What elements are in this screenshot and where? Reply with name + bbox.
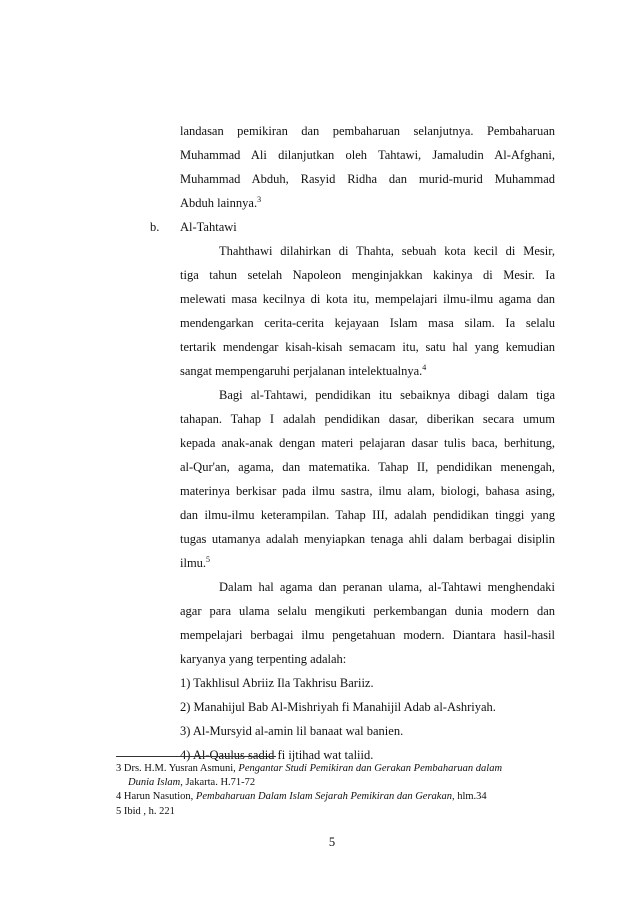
- footnote-5: 5 Ibid , h. 221: [116, 806, 175, 817]
- para2-line-4: mendengarkan cerita-cerita kejayaan Islam masa silam. Ia selalu: [180, 316, 555, 330]
- para2-line-1: Thahthawi dilahirkan di Thahta, sebuah kota kecil di Mesir,: [219, 244, 555, 258]
- footnote-3-title-cont: Dunia Islam: [128, 777, 181, 788]
- footnote-4-title: Pembaharuan Dalam Islam Sejarah Pemikiran dan Gerakan: [195, 791, 452, 802]
- para1-line-4: [180, 195, 555, 211]
- para1-line-3: Muhammad Abduh, Rasyid Ridha dan murid-murid Muhammad: [180, 172, 555, 186]
- para3-line-7: tugas utamanya adalah menyiapkan tenaga ahli dalam berbagai disiplin: [180, 532, 555, 546]
- para4-line-2: agar para ulama selalu mengikuti perkembangan dunia modern dan: [180, 604, 555, 618]
- para2-line-6: [180, 363, 555, 379]
- para2-line-2: tiga tahun setelah Napoleon menginjakkan kakinya di Mesir. Ia: [180, 268, 555, 282]
- footnote-3-cont: [128, 776, 255, 790]
- footnote-3-suffix: , Jakarta. H.71-72: [180, 777, 256, 788]
- footnote-4-suffix: , hlm.34: [451, 791, 487, 802]
- para1-line-2: Muhammad Ali dilanjutkan oleh Tahtawi, Jamaludin Al-Afghani,: [180, 148, 555, 162]
- para3-line-8: [180, 555, 555, 571]
- para4-line-4: karyanya yang terpenting adalah:: [180, 652, 347, 666]
- footnote-3: [116, 762, 502, 776]
- para3-line-3: kepada anak-anak dengan materi pelajaran dasar tulis baca, berhitung,: [180, 436, 555, 450]
- footnote-3-prefix: 3 Drs. H.M. Yusran Asmuni,: [116, 763, 239, 774]
- para3-line-5: materinya berkisar pada ilmu sastra, ilmu alam, biologi, bahasa asing,: [180, 484, 555, 498]
- page-number: 5: [328, 835, 336, 849]
- works-item-1: 1) Takhlisul Abriiz Ila Takhrisu Bariiz.: [180, 676, 374, 690]
- footnote-ref-4: 4: [422, 362, 427, 372]
- footnote-ref-5: 5: [206, 554, 211, 564]
- works-item-4: 4) Al-Qaulus sadid fi ijtihad wat taliid.: [180, 748, 374, 762]
- para4-line-1: Dalam hal agama dan peranan ulama, al-Tahtawi menghendaki: [219, 580, 555, 594]
- section-heading: Al-Tahtawi: [180, 220, 237, 234]
- footnote-4: [116, 790, 487, 804]
- para3-line-4: al-Qur'an, agama, dan matematika. Tahap II, pendidikan menengah,: [180, 460, 555, 474]
- para3-line-1: Bagi al-Tahtawi, pendidikan itu sebaiknya dibagi dalam tiga: [219, 388, 555, 402]
- footnote-3-title: Pengantar Studi Pemikiran dan Gerakan Pembaharuan dalam: [238, 763, 503, 774]
- para2-line-3: melewati masa kecilnya di kota itu, mempelajari ilmu-ilmu agama dan: [180, 292, 555, 306]
- works-item-3: 3) Al-Mursyid al-amin lil banaat wal banien.: [180, 724, 404, 738]
- para2-line-6-text: sangat mempengaruhi perjalanan intelektualnya.: [180, 364, 423, 378]
- para3-line-6: dan ilmu-ilmu keterampilan. Tahap III, adalah pendidikan tinggi yang: [180, 508, 555, 522]
- footnote-ref-3: 3: [257, 194, 262, 204]
- para4-line-3: mempelajari berbagai ilmu pengetahuan modern. Diantara hasil-hasil: [180, 628, 555, 642]
- footnote-4-prefix: 4 Harun Nasution,: [116, 791, 196, 802]
- para1-line-1: landasan pemikiran dan pembaharuan selanjutnya. Pembaharuan: [180, 124, 555, 138]
- para3-line-2: tahapan. Tahap I adalah pendidikan dasar, diberikan secara umum: [180, 412, 555, 426]
- para3-line-8-text: ilmu.: [180, 556, 207, 570]
- works-item-2: 2) Manahijul Bab Al-Mishriyah fi Manahijil Adab al-Ashriyah.: [180, 700, 496, 714]
- footnote-separator: [116, 756, 276, 757]
- section-marker: b.: [150, 220, 160, 234]
- para1-line-4-text: Abduh lainnya.: [180, 196, 258, 210]
- para2-line-5: tertarik mendengar kisah-kisah semacam itu, satu hal yang kemudian: [180, 340, 555, 354]
